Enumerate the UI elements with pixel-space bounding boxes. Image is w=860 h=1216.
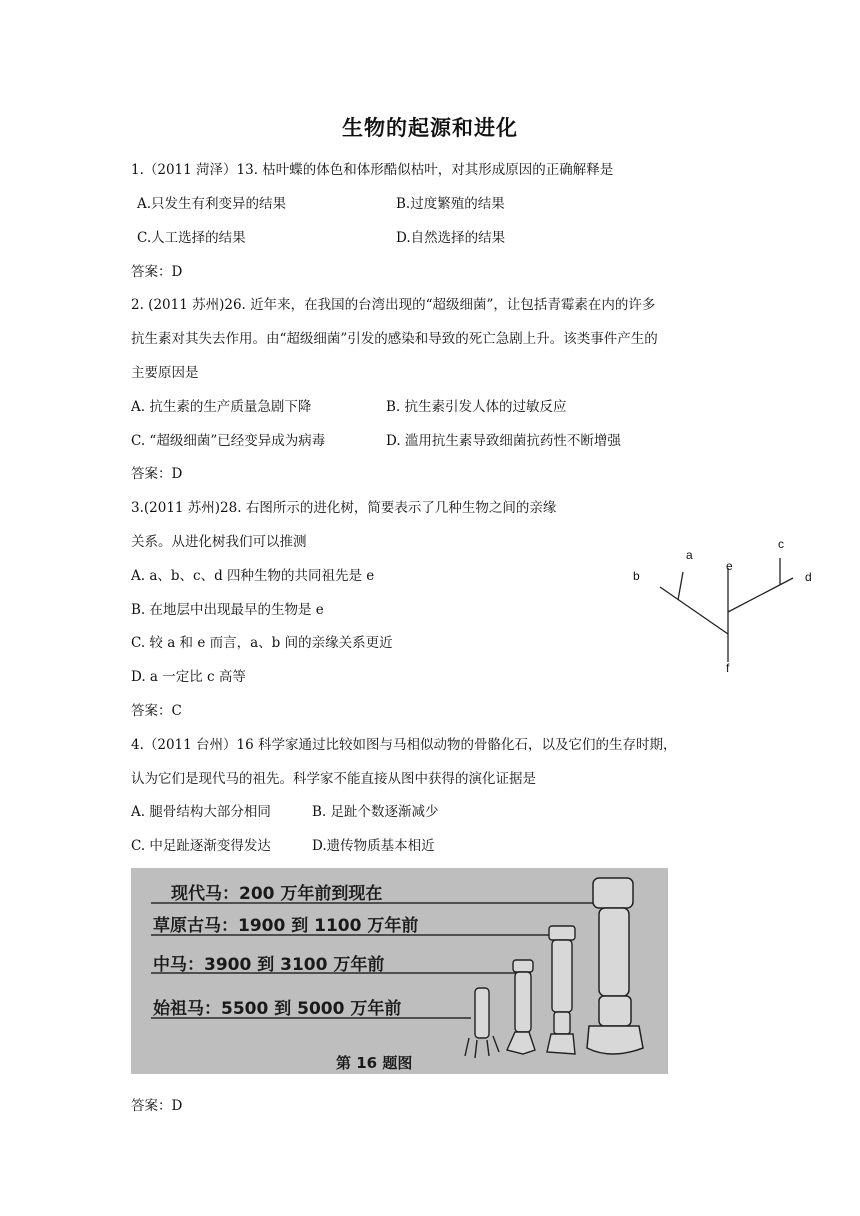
q2-stem-line3: 主要原因是 bbox=[131, 365, 199, 381]
q3-option-b: B. 在地层中出现最早的生物是 e bbox=[131, 602, 324, 618]
q3-stem-line2: 关系。从进化树我们可以推测 bbox=[131, 534, 307, 550]
q2-option-a: A. 抗生素的生产质量急剧下降 bbox=[131, 399, 312, 415]
q2-stem-line2: 抗生素对其失去作用。由“超级细菌”引发的感染和导致的死亡急剧上升。该类事件产生的 bbox=[131, 331, 658, 347]
page-title: 生物的起源和进化 bbox=[342, 116, 518, 140]
tree-label-c: c bbox=[778, 537, 784, 551]
tree-branch-a bbox=[678, 572, 683, 600]
tree-label-e: e bbox=[726, 559, 733, 573]
q3-stem-line1: 3.(2011 苏州)28. 右图所示的进化树，简要表示了几种生物之间的亲缘 bbox=[131, 500, 557, 516]
fossil-caption: 第 16 题图 bbox=[336, 1054, 413, 1072]
q2-option-b: B. 抗生素引发人体的过敏反应 bbox=[386, 399, 567, 415]
tree-label-b: b bbox=[633, 569, 640, 583]
fossil-row-merychippus: 草原古马：1900 到 1100 万年前 bbox=[153, 916, 419, 936]
q1-stem: 1.（2011 菏泽）13. 枯叶蝶的体色和体形酷似枯叶，对其形成原因的正确解释是 bbox=[131, 162, 614, 178]
q3-answer: 答案：C bbox=[131, 703, 182, 719]
q2-stem-line1: 2. (2011 苏州)26. 近年来，在我国的台湾出现的“超级细菌”，让包括青霉素在内的许多 bbox=[131, 297, 656, 313]
q2-option-d: D. 滥用抗生素导致细菌抗药性不断增强 bbox=[386, 433, 621, 449]
fossil-row-mesohippus: 中马：3900 到 3100 万年前 bbox=[153, 955, 385, 975]
q4-option-d: D.遗传物质基本相近 bbox=[312, 838, 435, 854]
q3-option-a: A. a、b、c、d 四种生物的共同祖先是 e bbox=[131, 568, 375, 584]
q4-stem-line1: 4.（2011 台州）16 科学家通过比较如图与马相似动物的骨骼化石，以及它们的生存时期， bbox=[131, 737, 677, 753]
fossil-row-modern-horse: 现代马：200 万年前到现在 bbox=[171, 884, 383, 904]
q2-option-c: C. “超级细菌”已经变异成为病毒 bbox=[131, 433, 326, 449]
evolution-tree-diagram bbox=[620, 532, 830, 680]
q1-option-d: D.自然选择的结果 bbox=[396, 230, 506, 246]
q4-option-c: C. 中足趾逐渐变得发达 bbox=[131, 838, 271, 854]
q2-answer: 答案：D bbox=[131, 466, 183, 482]
q4-answer: 答案：D bbox=[131, 1098, 183, 1114]
q4-option-a: A. 腿骨结构大部分相同 bbox=[131, 804, 271, 820]
horse-fossil-figure bbox=[131, 868, 668, 1074]
tree-label-f: f bbox=[726, 661, 730, 675]
q3-option-d: D. a 一定比 c 高等 bbox=[131, 669, 246, 685]
tree-label-a: a bbox=[686, 548, 693, 562]
q1-option-b: B.过度繁殖的结果 bbox=[396, 196, 505, 212]
q1-option-c: C.人工选择的结果 bbox=[137, 230, 246, 246]
tree-branch-right bbox=[728, 578, 793, 612]
q1-option-a: A.只发生有利变异的结果 bbox=[137, 196, 287, 212]
q4-stem-line2: 认为它们是现代马的祖先。科学家不能直接从图中获得的演化证据是 bbox=[131, 771, 536, 787]
tree-branch-left bbox=[660, 587, 728, 634]
fossil-row-eohippus: 始祖马：5500 到 5000 万年前 bbox=[153, 999, 402, 1019]
q3-option-c: C. 较 a 和 e 而言，a、b 间的亲缘关系更近 bbox=[131, 635, 393, 651]
tree-label-d: d bbox=[805, 570, 812, 584]
q4-option-b: B. 足趾个数逐渐减少 bbox=[312, 804, 439, 820]
q1-answer: 答案：D bbox=[131, 264, 183, 280]
